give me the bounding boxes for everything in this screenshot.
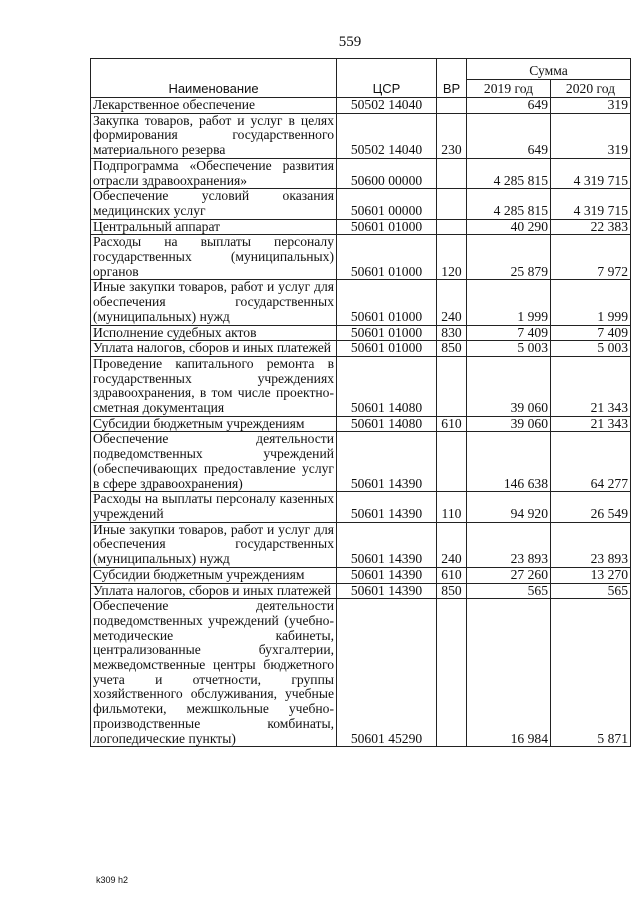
row-csr: 50601 14390 <box>337 522 437 567</box>
row-sum-2019: 23 893 <box>467 522 551 567</box>
table-row <box>91 325 631 341</box>
header-sum: Сумма <box>467 59 631 80</box>
row-sum-2020: 23 893 <box>551 522 631 567</box>
row-vr: 120 <box>437 235 467 280</box>
header-csr: ЦСР <box>337 59 437 98</box>
table-row <box>91 341 631 357</box>
row-sum-2020: 21 343 <box>551 356 631 416</box>
row-vr <box>437 219 467 235</box>
row-sum-2019: 94 920 <box>467 492 551 522</box>
row-name: Расходы на выплаты персоналу казенных учреждений <box>91 492 337 522</box>
table-row <box>91 113 631 158</box>
row-name: Обеспечение условий оказания медицинских услуг <box>91 189 337 219</box>
row-name: Лекарственное обеспечение <box>91 98 337 114</box>
row-sum-2019: 565 <box>467 583 551 599</box>
row-sum-2020: 1 999 <box>551 280 631 325</box>
row-sum-2020: 5 871 <box>551 599 631 747</box>
row-sum-2020: 4 319 715 <box>551 189 631 219</box>
row-sum-2019: 5 003 <box>467 341 551 357</box>
row-name: Субсидии бюджетным учреждениям <box>91 567 337 583</box>
row-csr: 50601 01000 <box>337 219 437 235</box>
row-sum-2019: 4 285 815 <box>467 158 551 188</box>
table-row <box>91 492 631 522</box>
table-row <box>91 599 631 747</box>
row-sum-2019: 25 879 <box>467 235 551 280</box>
row-name: Обеспечение деятельности подведомственных учреждений (обеспечивающих предоставление услуг в сфере здравоохранения) <box>91 432 337 492</box>
table-row <box>91 416 631 432</box>
table-row <box>91 567 631 583</box>
row-sum-2019: 649 <box>467 113 551 158</box>
row-sum-2020: 13 270 <box>551 567 631 583</box>
table-row <box>91 235 631 280</box>
row-name: Центральный аппарат <box>91 219 337 235</box>
row-name: Исполнение судебных актов <box>91 325 337 341</box>
row-csr: 50601 14390 <box>337 492 437 522</box>
row-csr: 50601 00000 <box>337 189 437 219</box>
row-name: Закупка товаров, работ и услуг в целях формирования государственного материального резерва <box>91 113 337 158</box>
row-name: Уплата налогов, сборов и иных платежей <box>91 341 337 357</box>
row-vr: 240 <box>437 522 467 567</box>
row-sum-2020: 319 <box>551 113 631 158</box>
row-name: Подпрограмма «Обеспечение развития отрасли здравоохранения» <box>91 158 337 188</box>
row-sum-2020: 565 <box>551 583 631 599</box>
row-vr: 110 <box>437 492 467 522</box>
row-vr <box>437 599 467 747</box>
row-vr <box>437 189 467 219</box>
row-vr: 610 <box>437 567 467 583</box>
row-csr: 50502 14040 <box>337 113 437 158</box>
row-csr: 50600 00000 <box>337 158 437 188</box>
row-sum-2020: 64 277 <box>551 432 631 492</box>
row-csr: 50601 14390 <box>337 583 437 599</box>
row-vr <box>437 158 467 188</box>
budget-table <box>90 58 631 747</box>
row-name: Уплата налогов, сборов и иных платежей <box>91 583 337 599</box>
row-sum-2020: 21 343 <box>551 416 631 432</box>
header-vr: ВР <box>437 59 467 98</box>
table-row <box>91 522 631 567</box>
header-year-2020: 2020 год <box>551 80 631 98</box>
row-csr: 50601 14080 <box>337 416 437 432</box>
row-csr: 50601 01000 <box>337 325 437 341</box>
table-row <box>91 189 631 219</box>
row-name: Проведение капитального ремонта в государственных учреждениях здравоохранения, в том числе проектно-сметная документация <box>91 356 337 416</box>
row-csr: 50601 14080 <box>337 356 437 416</box>
table-row <box>91 583 631 599</box>
header-name: Наименование <box>91 59 337 98</box>
row-csr: 50601 01000 <box>337 280 437 325</box>
row-name: Обеспечение деятельности подведомственных учреждений (учебно-методические кабинеты, централизованные бухгалтерии, межведомственные центры бюджетного учета и отчетности, группы хозяйственного обслуживания, учебные фильмотеки, межшкольные учебно-производственные комбинаты, логопедические пункты) <box>91 599 337 747</box>
row-csr: 50601 01000 <box>337 341 437 357</box>
row-vr <box>437 356 467 416</box>
row-vr: 240 <box>437 280 467 325</box>
row-sum-2020: 7 409 <box>551 325 631 341</box>
row-sum-2019: 146 638 <box>467 432 551 492</box>
header-year-2019: 2019 год <box>467 80 551 98</box>
table-row <box>91 158 631 188</box>
row-sum-2019: 40 290 <box>467 219 551 235</box>
row-vr: 850 <box>437 341 467 357</box>
row-csr: 50601 14390 <box>337 432 437 492</box>
row-sum-2019: 4 285 815 <box>467 189 551 219</box>
row-name: Субсидии бюджетным учреждениям <box>91 416 337 432</box>
row-csr: 50601 45290 <box>337 599 437 747</box>
table-row <box>91 280 631 325</box>
row-sum-2019: 39 060 <box>467 416 551 432</box>
table-row <box>91 432 631 492</box>
row-sum-2020: 22 383 <box>551 219 631 235</box>
table-row <box>91 356 631 416</box>
page-number: 559 <box>338 34 362 50</box>
row-csr: 50502 14040 <box>337 98 437 114</box>
row-sum-2020: 7 972 <box>551 235 631 280</box>
row-sum-2019: 16 984 <box>467 599 551 747</box>
row-name: Расходы на выплаты персоналу государственных (муниципальных) органов <box>91 235 337 280</box>
row-sum-2019: 1 999 <box>467 280 551 325</box>
row-sum-2020: 319 <box>551 98 631 114</box>
table-row <box>91 98 631 114</box>
row-sum-2020: 26 549 <box>551 492 631 522</box>
row-name: Иные закупки товаров, работ и услуг для обеспечения государственных (муниципальных) нужд <box>91 522 337 567</box>
row-sum-2019: 649 <box>467 98 551 114</box>
row-vr: 850 <box>437 583 467 599</box>
row-vr: 610 <box>437 416 467 432</box>
row-sum-2020: 5 003 <box>551 341 631 357</box>
row-vr: 830 <box>437 325 467 341</box>
footer-code: k309 h2 <box>96 875 129 885</box>
row-name: Иные закупки товаров, работ и услуг для обеспечения государственных (муниципальных) нужд <box>91 280 337 325</box>
row-sum-2019: 27 260 <box>467 567 551 583</box>
row-csr: 50601 01000 <box>337 235 437 280</box>
table-row <box>91 219 631 235</box>
row-sum-2019: 7 409 <box>467 325 551 341</box>
row-sum-2020: 4 319 715 <box>551 158 631 188</box>
row-vr: 230 <box>437 113 467 158</box>
row-vr <box>437 432 467 492</box>
row-sum-2019: 39 060 <box>467 356 551 416</box>
row-csr: 50601 14390 <box>337 567 437 583</box>
row-vr <box>437 98 467 114</box>
